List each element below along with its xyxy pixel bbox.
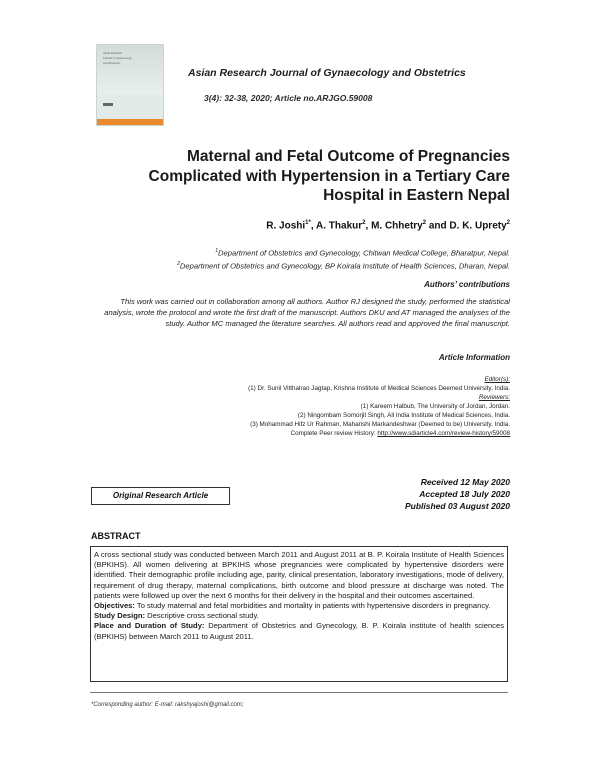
peer-review-link[interactable]: http://www.sdiarticle4.com/review-history/59008 [377, 430, 510, 437]
article-info-heading: Article Information [438, 353, 510, 362]
abstract-box: A cross sectional study was conducted between March 2011 and August 2011 at B. P. Koirala Institute of Health Sciences (BPKIHS). All women delivering at BPKIHS whose pregnancies were complicated by hypertensive disorders were identified. Their demographic profile including age, parity, clinical presentation, laboratory investigations, mode of delivery, requirement of drug therapy, maternal complications, birth outcome and blood pressure at discharge was noted. The patients were followed up over the next 6 months for their delivery in the hospital and their outcomes ascertained. Objectives: To study maternal and fetal morbidities and mortality in patients with hypertensive disorders in pregnancy. Study Design: Descriptive cross sectional study. Place and Duration of Study: Department of Obstetrics and Gynecology, B. P. Koirala institute of health sciences (BPKIHS) between March 2011 to August 2011. [90, 546, 508, 682]
article-title: Maternal and Fetal Outcome of Pregnancies Complicated with Hypertension in a Tertiary Care Hospital in Eastern Nepal [148, 148, 510, 204]
publication-dates [405, 476, 510, 512]
cover-line: Asian Research [103, 51, 122, 55]
article-info: Editor(s): (1) Dr. Sunil Vitthalrao Jagtap, Krishna Institute of Medical Sciences Deemed University, India. Reviewers: (1) Kareem Halbub, The University of Jordan, Jordan. (2) Ningombam Somorjit Singh, All India Institute of Medical Sciences, India. (3) Mohammad Hifz Ur Rahman, Maharishi Markandeshwar (Deemed to be) University, India. Complete Peer review History: http://www.sdiarticle4.com/review-history/59008 [70, 375, 510, 438]
editor-label: Editor(s): [484, 376, 510, 383]
journal-cover-image [96, 44, 164, 126]
cover-line: and Obstetrics [103, 61, 121, 65]
received-date: Received 12 May 2020 [420, 477, 510, 487]
journal-name: Asian Research Journal of Gynaecology and Obstetrics [188, 67, 466, 79]
reviewer-entry: (3) Mohammad Hifz Ur Rahman, Maharishi Markandeshwar (Deemed to be) University, India. [250, 421, 510, 428]
abstract-heading: ABSTRACT [91, 531, 141, 541]
corresponding-author-footnote: *Corresponding author: E-mail: rakshyajoshi@gmail.com; [91, 702, 244, 708]
contributions-text: This work was carried out in collaboration among all authors. Author RJ designed the study, performed the statistical analysis, wrote the protocol and wrote the first draft of the manuscript. Authors DKU and AT managed the analyses of the study. Author MC managed the literature searches. All authors read and approved the final manuscript. [104, 297, 510, 328]
reviewer-entry: (1) Kareem Halbub, The University of Jordan, Jordan. [360, 403, 510, 410]
issue-info: 3(4): 32-38, 2020; Article no.ARJGO.59008 [204, 93, 373, 103]
footnote-divider [90, 692, 508, 693]
affiliations: $^1$Department of Obstetrics and Gynecology, Chitwan Medical College, Bharatpur, Nepal. $^2$Department of Obstetrics and Gynecology, BP Koirala Institute of Health Sciences, Dharan, Nepal. [177, 248, 510, 271]
editor-entry: (1) Dr. Sunil Vitthalrao Jagtap, Krishna Institute of Medical Sciences Deemed University, India. [248, 385, 510, 392]
reviewer-entry: (2) Ningombam Somorjit Singh, All India Institute of Medical Sciences, India. [297, 412, 510, 419]
reviewers-label: Reviewers: [478, 394, 510, 401]
published-date: Published 03 August 2020 [404, 501, 510, 511]
article-type-badge: Original Research Article [91, 487, 230, 505]
author-list: R. Joshi$^{1*}$, A. Thakur$^2$, M. Chhetry$^2$ and D. K. Uprety$^2$ [266, 220, 510, 232]
accepted-date: Accepted 18 July 2020 [419, 489, 510, 499]
contributions-heading: Authors’ contributions [424, 280, 510, 289]
cover-line: Journal of Gynaecology [103, 56, 132, 60]
